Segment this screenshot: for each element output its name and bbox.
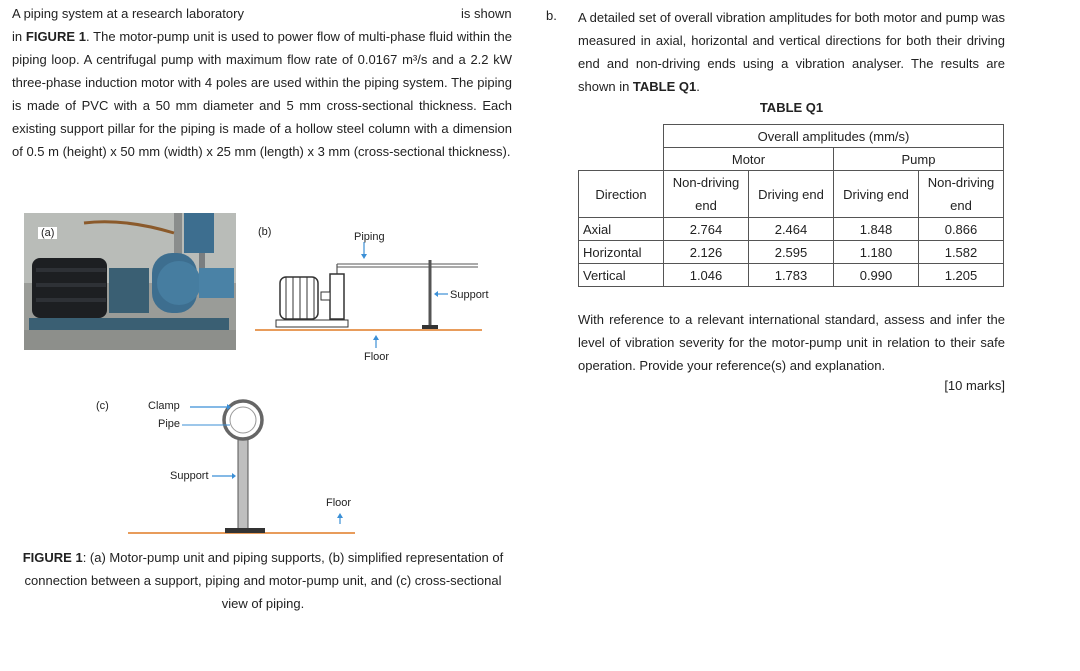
- panel-c-label: (c): [96, 400, 109, 412]
- sub-header: Non-driving end: [919, 171, 1004, 218]
- pump-header: Pump: [834, 148, 1004, 171]
- c-floor-label: Floor: [326, 497, 352, 509]
- motor-header: Motor: [664, 148, 834, 171]
- c-pipe-label: Pipe: [158, 418, 181, 430]
- table-row: [579, 264, 1004, 287]
- reference-paragraph: With reference to a relevant international standard, assess and infer the level of vibration severity for the motor-pump unit in relation to their safe operation. Provide your reference(s) and explanation.: [578, 312, 1005, 373]
- part-a-text: . The motor-pump unit is used to power flow of multi-phase fluid within the piping loop. A centrifugal pump with maximum flow rate of 0.0167 m³/s and a 2.2 kW three-phase induction motor with 4 poles are used within the piping system. The piping is made of PVC with a 50 mm diameter and 5 mm cross-sectional thickness. Each existing support pillar for the piping is made of a hollow steel column with a dimension of 0.5 m (height) x 50 mm (width) x 25 mm (length) x 3 mm (cross-sectional thickness).: [12, 29, 512, 159]
- value-cell: 0.990: [834, 264, 919, 287]
- blank-cell: [579, 125, 664, 148]
- direction-cell: Horizontal: [579, 241, 664, 264]
- value-cell: 1.783: [749, 264, 834, 287]
- c-support-label: Support: [170, 470, 209, 482]
- value-cell: 2.595: [749, 241, 834, 264]
- sub-header: Driving end: [749, 171, 834, 218]
- overall-header: Overall amplitudes (mm/s): [664, 125, 1004, 148]
- b-floor-label: Floor: [364, 351, 390, 363]
- part-a-line1: A piping system at a research laboratory: [12, 6, 244, 21]
- table-caption: TABLE Q1: [759, 100, 824, 115]
- part-b-text-start: A detailed set of overall vibration amplitudes for both motor and pump was measured in axial, horizontal and vertical directions for both their driving end and non-driving ends using a vibration analyser. The results are shown in: [578, 10, 1005, 94]
- value-cell: 2.764: [664, 218, 749, 241]
- diagram-b: [250, 220, 490, 370]
- part-a-paragraph: [12, 2, 512, 163]
- figure-ref: FIGURE 1: [25, 29, 87, 44]
- table-row: [579, 241, 1004, 264]
- panel-b-label: (b): [258, 226, 272, 238]
- value-cell: 1.205: [919, 264, 1004, 287]
- direction-cell: Vertical: [579, 264, 664, 287]
- value-cell: 1.582: [919, 241, 1004, 264]
- part-b-paragraph: [578, 6, 1005, 98]
- figure-caption-text: : (a) Motor-pump unit and piping supports, (b) simplified representation of connection between a support, piping and motor-pump unit, and (c) cross-sectional view of piping.: [24, 550, 504, 611]
- figure-caption-bold: FIGURE 1: [22, 550, 83, 565]
- motor-pump-photo: [24, 213, 236, 350]
- vibration-table: [578, 124, 1004, 287]
- figure-caption: [12, 546, 514, 615]
- blank-cell: [579, 148, 664, 171]
- table-row: [579, 218, 1004, 241]
- marks-label: [10 marks]: [944, 378, 1005, 393]
- value-cell: 1.848: [834, 218, 919, 241]
- table-ref: TABLE Q1: [632, 79, 697, 94]
- direction-header: Direction: [579, 171, 664, 218]
- value-cell: 0.866: [919, 218, 1004, 241]
- part-a-shown: is shown: [461, 6, 512, 21]
- sub-header: Driving end: [834, 171, 919, 218]
- part-a-text-in: in: [12, 29, 26, 44]
- diagram-c: [90, 392, 370, 542]
- direction-cell: Axial: [579, 218, 664, 241]
- value-cell: 1.180: [834, 241, 919, 264]
- value-cell: 2.464: [749, 218, 834, 241]
- value-cell: 1.046: [664, 264, 749, 287]
- c-clamp-label: Clamp: [148, 400, 180, 412]
- sub-header: Non-driving end: [664, 171, 749, 218]
- b-support-label: Support: [450, 289, 489, 301]
- part-b-label: b.: [546, 8, 557, 23]
- value-cell: 2.126: [664, 241, 749, 264]
- part-b-text-end: .: [696, 79, 700, 94]
- b-piping-label: Piping: [354, 231, 385, 243]
- panel-a-label: (a): [38, 227, 57, 239]
